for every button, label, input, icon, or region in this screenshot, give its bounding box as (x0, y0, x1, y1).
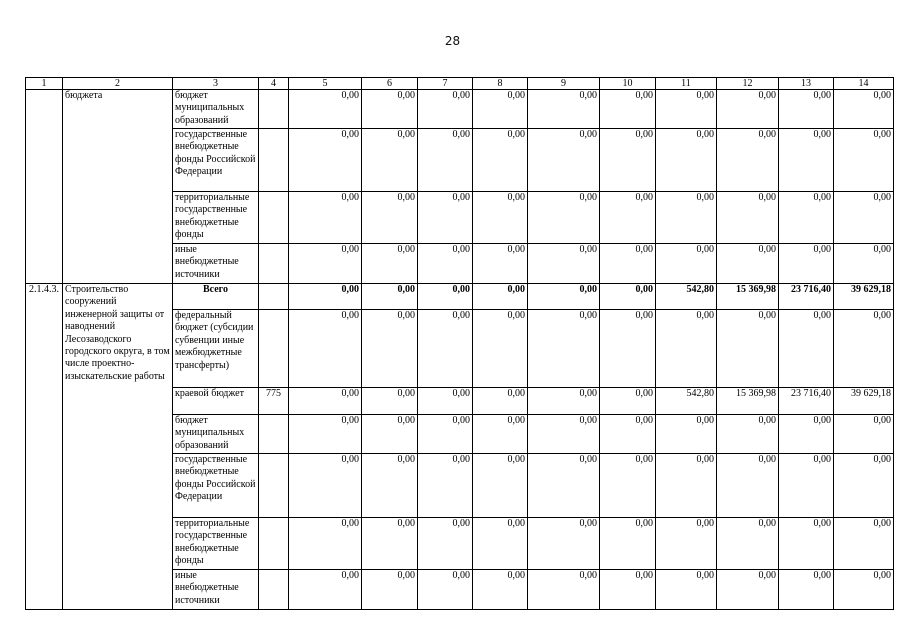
page-number: 28 (444, 34, 461, 48)
amount-cell: 0,00 (418, 310, 473, 388)
amount-cell: 0,00 (528, 90, 600, 129)
amount-cell: 0,00 (528, 192, 600, 244)
column-header: 13 (779, 78, 834, 90)
amount-cell: 0,00 (289, 570, 362, 610)
funding-source-cell: иные внебюджетные источники (173, 244, 259, 284)
column-header: 10 (600, 78, 656, 90)
amount-cell: 0,00 (289, 310, 362, 388)
amount-cell: 23 716,40 (779, 284, 834, 310)
amount-cell: 0,00 (473, 192, 528, 244)
column-header: 6 (362, 78, 418, 90)
amount-cell: 0,00 (600, 244, 656, 284)
column-header: 5 (289, 78, 362, 90)
funding-source-cell: краевой бюджет (173, 388, 259, 415)
row-number-cell (26, 90, 63, 284)
table-row (26, 284, 894, 310)
amount-cell: 0,00 (528, 129, 600, 192)
amount-cell: 0,00 (834, 244, 894, 284)
budget-code-cell (259, 518, 289, 570)
amount-cell: 0,00 (717, 570, 779, 610)
amount-cell: 0,00 (600, 129, 656, 192)
budget-code-cell (259, 415, 289, 454)
column-header: 12 (717, 78, 779, 90)
amount-cell: 0,00 (834, 518, 894, 570)
amount-cell: 0,00 (473, 415, 528, 454)
amount-cell: 0,00 (289, 415, 362, 454)
amount-cell: 0,00 (528, 310, 600, 388)
amount-cell: 0,00 (656, 310, 717, 388)
amount-cell: 0,00 (600, 570, 656, 610)
amount-cell: 15 369,98 (717, 388, 779, 415)
funding-source-cell: бюджет муниципальных образований (173, 415, 259, 454)
amount-cell: 0,00 (779, 244, 834, 284)
amount-cell: 0,00 (779, 570, 834, 610)
amount-cell: 0,00 (717, 454, 779, 518)
budget-code-cell (259, 244, 289, 284)
amount-cell: 0,00 (362, 388, 418, 415)
amount-cell: 0,00 (473, 388, 528, 415)
amount-cell: 0,00 (528, 415, 600, 454)
budget-code-cell (259, 454, 289, 518)
amount-cell: 0,00 (418, 388, 473, 415)
funding-source-cell: федеральный бюджет (субсидии субвенции иные межбюджетные трансферты) (173, 310, 259, 388)
amount-cell: 0,00 (528, 388, 600, 415)
amount-cell: 0,00 (717, 310, 779, 388)
amount-cell: 0,00 (418, 415, 473, 454)
amount-cell: 0,00 (779, 518, 834, 570)
amount-cell: 0,00 (362, 415, 418, 454)
amount-cell: 0,00 (528, 518, 600, 570)
amount-cell: 0,00 (473, 570, 528, 610)
budget-code-cell (259, 310, 289, 388)
amount-cell: 0,00 (473, 518, 528, 570)
column-header: 8 (473, 78, 528, 90)
funding-source-cell: территориальные государственные внебюджетные фонды (173, 518, 259, 570)
column-header: 2 (63, 78, 173, 90)
amount-cell: 0,00 (418, 570, 473, 610)
amount-cell: 0,00 (834, 454, 894, 518)
column-header: 3 (173, 78, 259, 90)
budget-table (25, 77, 894, 610)
amount-cell: 0,00 (656, 192, 717, 244)
amount-cell: 0,00 (717, 90, 779, 129)
amount-cell: 0,00 (418, 454, 473, 518)
amount-cell: 0,00 (473, 284, 528, 310)
amount-cell: 0,00 (418, 284, 473, 310)
amount-cell: 0,00 (717, 244, 779, 284)
amount-cell: 0,00 (779, 310, 834, 388)
amount-cell: 542,80 (656, 284, 717, 310)
funding-source-cell: государственные внебюджетные фонды Российской Федерации (173, 129, 259, 192)
amount-cell: 0,00 (600, 192, 656, 244)
amount-cell: 0,00 (600, 415, 656, 454)
funding-source-cell: Всего (173, 284, 259, 310)
amount-cell: 0,00 (717, 192, 779, 244)
amount-cell: 23 716,40 (779, 388, 834, 415)
amount-cell: 0,00 (717, 415, 779, 454)
amount-cell: 0,00 (834, 570, 894, 610)
amount-cell: 0,00 (362, 284, 418, 310)
amount-cell: 0,00 (779, 90, 834, 129)
amount-cell: 0,00 (418, 518, 473, 570)
amount-cell: 0,00 (528, 244, 600, 284)
amount-cell: 0,00 (779, 415, 834, 454)
amount-cell: 0,00 (656, 570, 717, 610)
amount-cell: 0,00 (362, 129, 418, 192)
amount-cell: 0,00 (656, 415, 717, 454)
amount-cell: 0,00 (600, 388, 656, 415)
amount-cell: 0,00 (473, 129, 528, 192)
amount-cell: 0,00 (779, 454, 834, 518)
amount-cell: 0,00 (289, 244, 362, 284)
amount-cell: 0,00 (600, 518, 656, 570)
budget-code-cell (259, 192, 289, 244)
measure-name-cell: Строительство сооружений инженерной защиты от наводнений Лесозаводского городского округа, в том числе проектно-изыскательские работы (63, 284, 173, 610)
amount-cell: 0,00 (600, 90, 656, 129)
budget-code-cell (259, 570, 289, 610)
amount-cell: 0,00 (600, 454, 656, 518)
amount-cell: 0,00 (418, 244, 473, 284)
amount-cell: 0,00 (289, 129, 362, 192)
amount-cell: 15 369,98 (717, 284, 779, 310)
column-header: 4 (259, 78, 289, 90)
budget-code-cell (259, 284, 289, 310)
amount-cell: 0,00 (418, 192, 473, 244)
amount-cell: 0,00 (362, 90, 418, 129)
budget-code-cell (259, 129, 289, 192)
amount-cell: 0,00 (656, 90, 717, 129)
amount-cell: 0,00 (418, 129, 473, 192)
amount-cell: 39 629,18 (834, 388, 894, 415)
table-row (26, 90, 894, 129)
column-header: 1 (26, 78, 63, 90)
amount-cell: 0,00 (528, 454, 600, 518)
funding-source-cell: бюджет муниципальных образований (173, 90, 259, 129)
amount-cell: 0,00 (600, 284, 656, 310)
table-body (26, 78, 894, 610)
amount-cell: 0,00 (779, 129, 834, 192)
amount-cell: 0,00 (289, 454, 362, 518)
amount-cell: 0,00 (473, 310, 528, 388)
column-header: 11 (656, 78, 717, 90)
funding-source-cell: иные внебюджетные источники (173, 570, 259, 610)
amount-cell: 0,00 (473, 244, 528, 284)
amount-cell: 0,00 (289, 284, 362, 310)
amount-cell: 0,00 (834, 192, 894, 244)
row-number-cell: 2.1.4.3. (26, 284, 63, 610)
measure-name-cell: бюджета (63, 90, 173, 284)
amount-cell: 0,00 (362, 518, 418, 570)
funding-source-cell: территориальные государственные внебюджетные фонды (173, 192, 259, 244)
amount-cell: 0,00 (656, 454, 717, 518)
amount-cell: 0,00 (473, 454, 528, 518)
amount-cell: 0,00 (656, 244, 717, 284)
amount-cell: 0,00 (289, 192, 362, 244)
funding-source-cell: государственные внебюджетные фонды Российской Федерации (173, 454, 259, 518)
amount-cell: 39 629,18 (834, 284, 894, 310)
amount-cell: 0,00 (473, 90, 528, 129)
amount-cell: 0,00 (834, 415, 894, 454)
amount-cell: 0,00 (289, 388, 362, 415)
amount-cell: 0,00 (834, 129, 894, 192)
column-header: 14 (834, 78, 894, 90)
column-header-row (26, 78, 894, 90)
column-header: 9 (528, 78, 600, 90)
amount-cell: 0,00 (362, 310, 418, 388)
amount-cell: 0,00 (289, 90, 362, 129)
amount-cell: 0,00 (528, 284, 600, 310)
budget-code-cell: 775 (259, 388, 289, 415)
amount-cell: 0,00 (600, 310, 656, 388)
amount-cell: 0,00 (717, 518, 779, 570)
amount-cell: 0,00 (362, 192, 418, 244)
column-header: 7 (418, 78, 473, 90)
amount-cell: 0,00 (779, 192, 834, 244)
amount-cell: 542,80 (656, 388, 717, 415)
amount-cell: 0,00 (418, 90, 473, 129)
budget-code-cell (259, 90, 289, 129)
amount-cell: 0,00 (656, 518, 717, 570)
amount-cell: 0,00 (528, 570, 600, 610)
amount-cell: 0,00 (834, 310, 894, 388)
amount-cell: 0,00 (717, 129, 779, 192)
amount-cell: 0,00 (362, 570, 418, 610)
amount-cell: 0,00 (834, 90, 894, 129)
amount-cell: 0,00 (362, 244, 418, 284)
amount-cell: 0,00 (362, 454, 418, 518)
amount-cell: 0,00 (656, 129, 717, 192)
amount-cell: 0,00 (289, 518, 362, 570)
